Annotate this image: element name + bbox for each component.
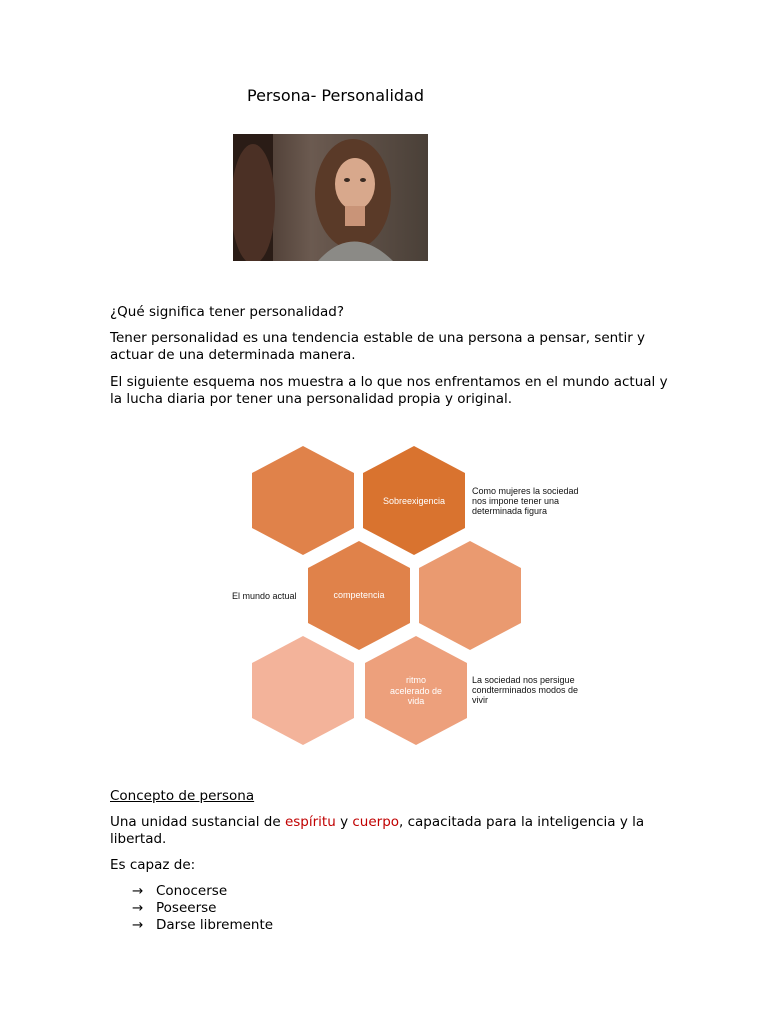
hexagon-top-left [252,446,354,555]
capable-intro: Es capaz de: [110,857,196,873]
arrow-right-icon: → [132,883,144,899]
concept-heading: Concepto de persona [110,788,255,804]
list-item [132,917,273,934]
concept-cuerpo: cuerpo [352,814,400,830]
list-item [132,883,273,900]
hexagon-bottom-left [252,636,354,745]
concept-and: y [335,814,353,830]
label-sociedad-2: condterminados modos de [472,685,579,695]
scheme-intro-text: El siguiente esquema nos muestra a lo que nos enfrentamos en el mundo actual y la lucha diaria por tener una personalidad propia y original. [110,374,668,407]
hex-label-ritmo-2: acelerado de [389,686,443,696]
hexagon-middle-right [419,541,521,650]
concept-part2: , capacitada para la inteligencia y la libertad. [110,814,645,847]
definition-text: Tener personalidad es una tendencia estable de una persona a pensar, sentir y actuar de una determinada manera. [110,330,646,363]
concept-espiritu: espíritu [284,814,336,830]
hex-label-sobreexigencia: Sobreexigencia [382,496,446,506]
concept-text [110,814,670,848]
list-item-label: Conocerse [156,883,228,899]
hex-label-ritmo-1: ritmo [406,675,426,685]
label-sociedad-3: vivir [472,695,488,705]
list-item [132,900,273,917]
hex-label-ritmo-3: vida [407,696,425,706]
label-sociedad-1: La sociedad nos persigue [472,675,575,685]
hexagon-diagram [220,440,620,750]
arrow-right-icon: → [132,917,144,933]
arrow-right-icon: → [132,900,144,916]
label-mujeres-1: Como mujeres la sociedad [472,486,579,496]
question-text: ¿Qué significa tener personalidad? [110,304,345,320]
label-mujeres-2: nos impone tener una [472,496,560,506]
hex-label-competencia: competencia [333,590,385,600]
list-item-label: Darse libremente [156,917,274,933]
page-title: Persona- Personalidad [247,86,425,105]
list-item-label: Poseerse [156,900,217,916]
label-mundo-actual: El mundo actual [232,591,297,601]
portrait-photo [233,134,428,261]
label-mujeres-3: determinada figura [472,506,548,516]
capable-list [132,883,273,934]
concept-part1: Una unidad sustancial de [110,814,285,830]
